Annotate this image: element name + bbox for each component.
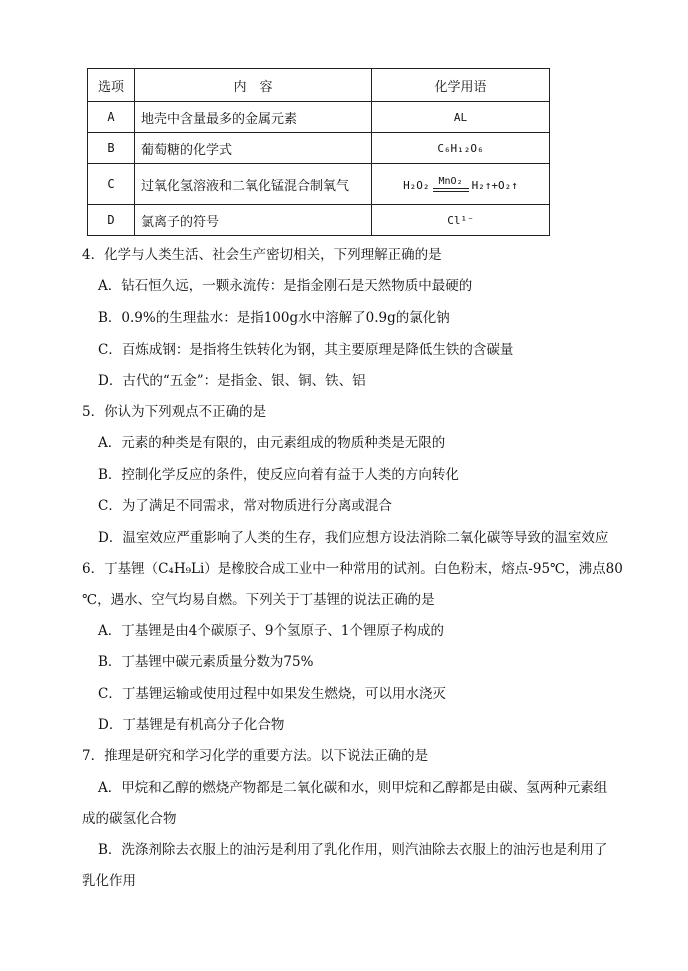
question-4-option-c: C．百炼成钢：是指将生铁转化为钢，其主要原理是降低生铁的含碳量 <box>98 342 514 358</box>
equation-arrow <box>433 177 469 192</box>
row-option: A <box>88 102 135 133</box>
header-content: 内 容 <box>135 69 372 102</box>
table-row <box>88 164 550 205</box>
equation-reactant: H₂O₂ <box>403 178 430 192</box>
table-header-row <box>88 69 550 102</box>
row-option: B <box>88 133 135 164</box>
row-expression: Cl¹⁻ <box>372 205 550 236</box>
header-option: 选项 <box>88 69 135 102</box>
row-expression: AL <box>372 102 550 133</box>
row-equation <box>372 164 550 205</box>
question-7-stem: 7．推理是研究和学习化学的重要方法。以下说法正确的是 <box>82 748 429 764</box>
question-4-stem: 4．化学与人类生活、社会生产密切相关，下列理解正确的是 <box>82 247 442 263</box>
row-content: 氯离子的符号 <box>135 205 372 236</box>
row-option: D <box>88 205 135 236</box>
question-6-option-c: C．丁基锂运输或使用过程中如果发生燃烧，可以用水浇灭 <box>98 686 446 702</box>
table-row <box>88 102 550 133</box>
question-4-option-a: A．钻石恒久远，一颗永流传：是指金刚石是天然物质中最硬的 <box>98 278 473 294</box>
question-5-option-b: B．控制化学反应的条件，使反应向着有益于人类的方向转化 <box>98 467 459 483</box>
row-content: 过氧化氢溶液和二氧化锰混合制氧气 <box>135 164 372 205</box>
table-row <box>88 205 550 236</box>
row-option: C <box>88 164 135 205</box>
header-expression: 化学用语 <box>372 69 550 102</box>
question-6-option-a: A．丁基锂是由4个碳原子、9个氢原子、1个锂原子构成的 <box>98 623 445 639</box>
question-6-option-d: D．丁基锂是有机高分子化合物 <box>98 717 285 733</box>
chemical-equation <box>403 177 518 192</box>
question-4-option-d: D．古代的“五金”：是指金、银、铜、铁、铝 <box>98 373 366 389</box>
equation-products: H₂↑+O₂↑ <box>471 178 518 192</box>
row-content: 葡萄糖的化学式 <box>135 133 372 164</box>
row-expression: C₆H₁₂O₆ <box>372 133 550 164</box>
question-6-stem-line-1: 6．丁基锂（C₄H₉Li）是橡胶合成工业中一种常用的试剂。白色粉末，熔点-95℃，沸点80 <box>82 561 623 577</box>
question-7-option-a-line-1: A．甲烷和乙醇的燃烧产物都是二氧化碳和水，则甲烷和乙醇都是由碳、氢两种元素组 <box>98 780 608 796</box>
question-6-option-b: B．丁基锂中碳元素质量分数为75% <box>98 654 314 670</box>
question-6-stem-line-2: ℃，遇水、空气均易自燃。下列关于丁基锂的说法正确的是 <box>82 592 435 608</box>
table-row <box>88 133 550 164</box>
question-5-option-c: C．为了满足不同需求，常对物质进行分离或混合 <box>98 498 392 514</box>
equals-bar <box>433 188 469 192</box>
question-4-option-b: B．0.9%的生理盐水：是指100g水中溶解了0.9g的氯化钠 <box>98 310 450 326</box>
question-5-option-d: D．温室效应严重影响了人类的生存，我们应想方设法消除二氧化碳等导致的温室效应 <box>98 530 609 546</box>
options-table <box>87 68 550 236</box>
equation-condition: MnO₂ <box>438 175 463 187</box>
row-content: 地壳中含量最多的金属元素 <box>135 102 372 133</box>
question-5-stem: 5．你认为下列观点不正确的是 <box>82 404 267 420</box>
question-7-option-b-line-2: 乳化作用 <box>82 873 136 889</box>
question-5-option-a: A．元素的种类是有限的，由元素组成的物质种类是无限的 <box>98 435 446 451</box>
question-7-option-b-line-1: B．洗涤剂除去衣服上的油污是利用了乳化作用，则汽油除去衣服上的油污也是利用了 <box>98 842 608 858</box>
question-7-option-a-line-2: 成的碳氢化合物 <box>82 811 177 827</box>
